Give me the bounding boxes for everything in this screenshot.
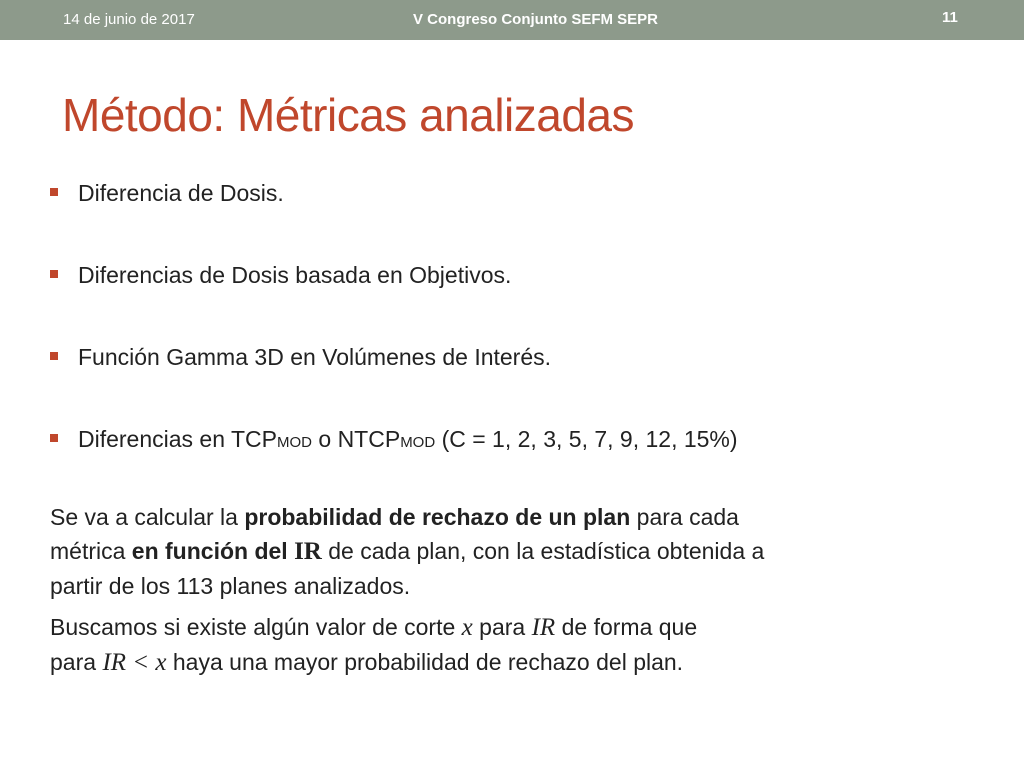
- math-ir: IR: [531, 614, 556, 641]
- bullet-item: [50, 260, 738, 342]
- para-text: de cada plan, con la estadística obtenida a: [321, 538, 765, 564]
- bullet-text-b: o NTCP: [312, 426, 401, 452]
- para-text: métrica: [50, 538, 132, 564]
- header-bar: [0, 0, 1024, 40]
- math-inequality: IR < x: [102, 649, 167, 676]
- bullet-list: [50, 178, 738, 506]
- math-x: x: [461, 614, 473, 641]
- para-text: haya una mayor probabilidad de rechazo del plan.: [172, 649, 684, 675]
- bullet-item: [50, 178, 738, 260]
- math-ir: IR: [294, 538, 322, 565]
- paragraph-cutoff: [50, 610, 697, 680]
- para-text: para cada: [630, 504, 739, 530]
- bullet-square-icon: [50, 188, 58, 196]
- para-bold: en función del: [131, 538, 288, 564]
- para-text: para: [50, 649, 103, 675]
- slide-title: Método: Métricas analizadas: [62, 89, 635, 141]
- bullet-text: Diferencia de Dosis.: [78, 180, 284, 206]
- bullet-text-a: Diferencias en TCP: [78, 426, 277, 452]
- para-text: de forma que: [561, 614, 698, 640]
- bullet-item: [50, 424, 738, 506]
- para-text: Buscamos si existe algún valor de corte: [50, 614, 462, 640]
- bullet-text-c: (C = 1, 2, 3, 5, 7, 9, 12, 15%): [435, 426, 738, 452]
- bullet-item: [50, 342, 738, 424]
- bullet-text: Función Gamma 3D en Volúmenes de Interés.: [78, 344, 552, 370]
- bullet-square-icon: [50, 270, 58, 278]
- bullet-square-icon: [50, 434, 58, 442]
- para-bold: probabilidad de rechazo de un plan: [244, 504, 631, 530]
- header-conference: V Congreso Conjunto SEFM SEPR: [413, 11, 659, 28]
- paragraph-probability: [50, 500, 764, 603]
- subscript-mod: MOD: [277, 434, 312, 451]
- bullet-square-icon: [50, 352, 58, 360]
- subscript-mod: MOD: [400, 434, 436, 451]
- header-date: 14 de junio de 2017: [63, 11, 195, 28]
- para-text: para: [472, 614, 532, 640]
- bullet-text: Diferencias de Dosis basada en Objetivos.: [78, 262, 512, 288]
- para-text: Se va a calcular la: [50, 504, 245, 530]
- para-text: partir de los 113 planes analizados.: [50, 573, 411, 599]
- slide-number: 11: [942, 9, 958, 26]
